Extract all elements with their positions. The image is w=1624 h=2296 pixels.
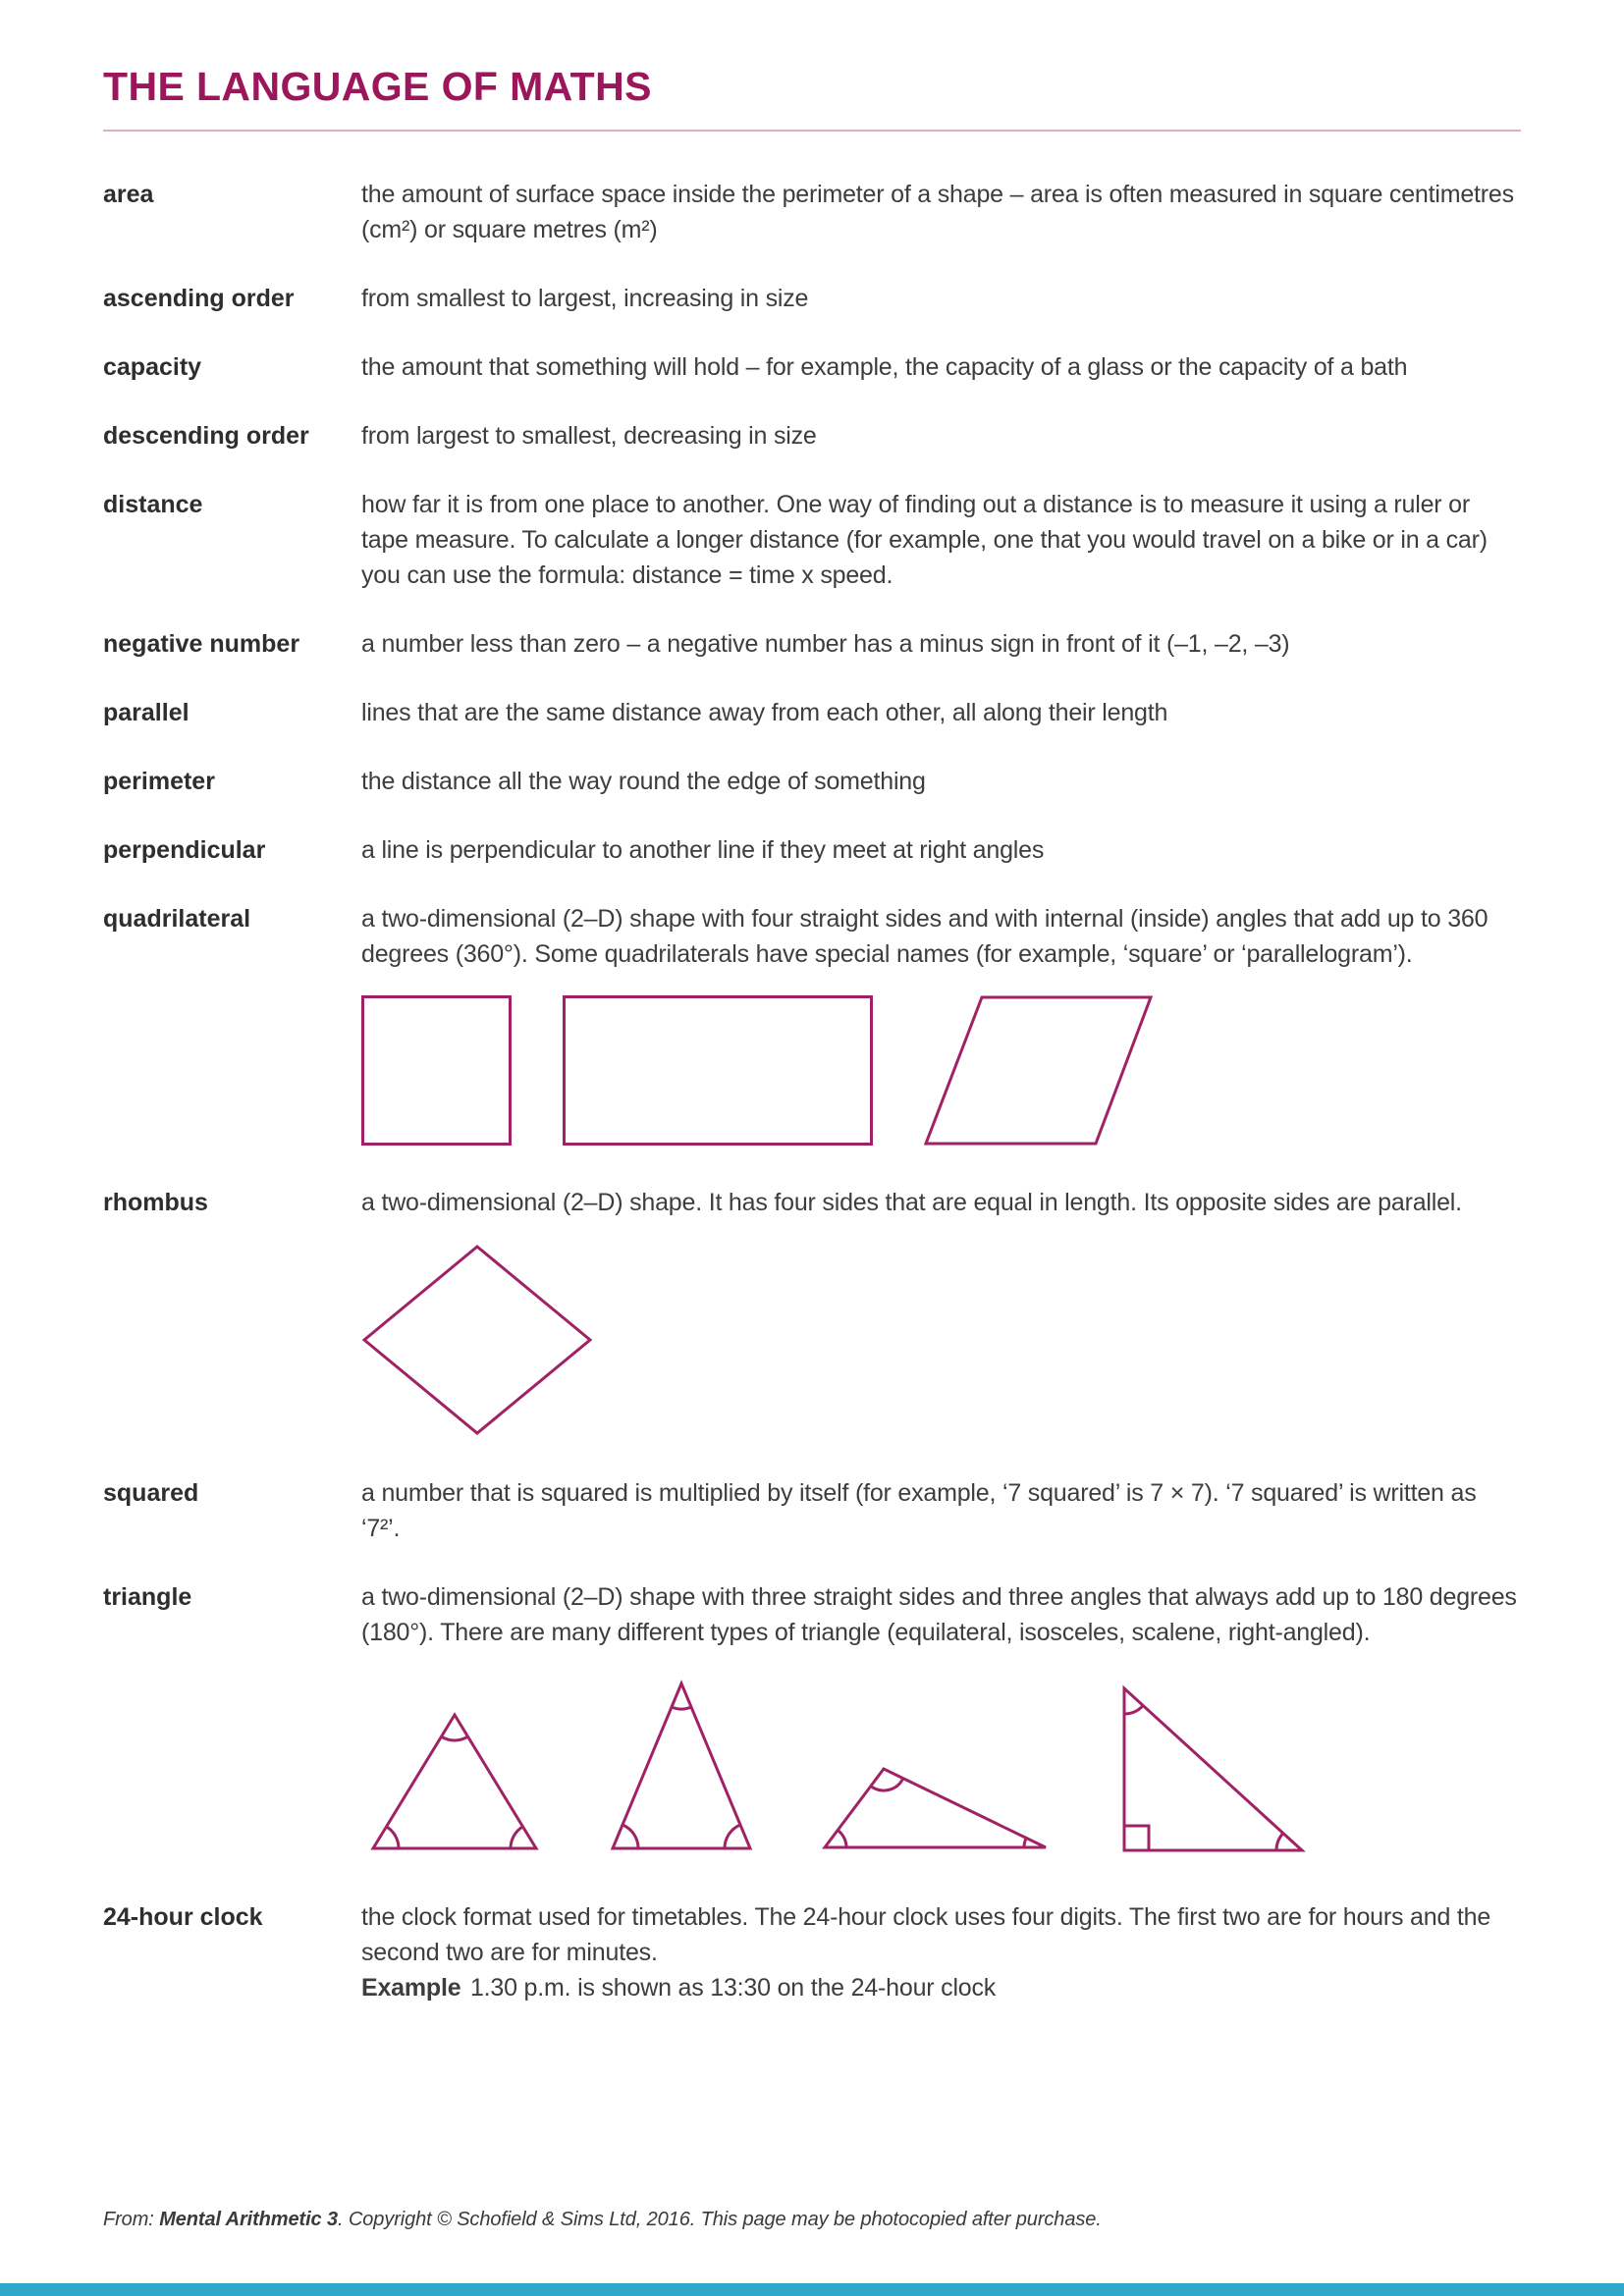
right-angle-marker bbox=[1124, 1826, 1149, 1850]
entry-rhombus bbox=[103, 1185, 1521, 1442]
definition-block bbox=[361, 1185, 1521, 1442]
entry-perpendicular bbox=[103, 832, 1521, 868]
definition-text: the amount of surface space inside the perimeter of a shape – area is often measured in square centimetres (cm²) or square metres (m²) bbox=[361, 181, 1514, 243]
definition-text: a number that is squared is multiplied by itself (for example, ‘7 squared’ is 7 × 7). ‘7 squared’ is written as ‘7²’. bbox=[361, 1479, 1477, 1542]
term-label: distance bbox=[103, 491, 203, 518]
term-label: area bbox=[103, 181, 154, 208]
definition-text: from smallest to largest, increasing in size bbox=[361, 285, 809, 312]
term-label: perpendicular bbox=[103, 836, 266, 864]
entry-area bbox=[103, 177, 1521, 247]
definition-text: the amount that something will hold – for example, the capacity of a glass or the capacity of a bath bbox=[361, 353, 1408, 381]
term-label: rhombus bbox=[103, 1189, 208, 1216]
term-label: quadrilateral bbox=[103, 905, 251, 933]
example-label: Example bbox=[361, 1974, 461, 2002]
term-label: 24-hour clock bbox=[103, 1903, 263, 1931]
term-label: capacity bbox=[103, 353, 202, 381]
example-text: 1.30 p.m. is shown as 13:30 on the 24-hour clock bbox=[469, 1974, 997, 2002]
title-divider bbox=[103, 130, 1521, 132]
definition-block bbox=[361, 1899, 1521, 2005]
right-angled-triangle-shape bbox=[1110, 1679, 1312, 1860]
entry-triangle bbox=[103, 1579, 1521, 1866]
entry-parallel bbox=[103, 695, 1521, 730]
definition-text: a number less than zero – a negative number has a minus sign in front of it (–1, –2, –3) bbox=[361, 630, 1290, 658]
entry-distance bbox=[103, 487, 1521, 593]
scalene-triangle-shape bbox=[815, 1757, 1056, 1860]
term-label: triangle bbox=[103, 1583, 192, 1611]
footer-prefix: From: bbox=[103, 2209, 160, 2230]
rhombus-shapes bbox=[361, 1244, 1521, 1436]
footer-book-title: Mental Arithmetic 3 bbox=[159, 2209, 339, 2230]
definition-text: a two-dimensional (2–D) shape with three straight sides and three angles that always add up to 180 degrees (180°). There are many different types of triangle (equilateral, isosceles, scalene, right-angled). bbox=[361, 1583, 1517, 1646]
entry-squared bbox=[103, 1475, 1521, 1546]
term-label: perimeter bbox=[103, 768, 215, 795]
definition-text: the clock format used for timetables. The 24-hour clock uses four digits. The first two are for hours and the second two are for minutes. bbox=[361, 1903, 1491, 1966]
equilateral-triangle-shape bbox=[361, 1703, 548, 1860]
page-title: THE LANGUAGE OF MATHS bbox=[103, 64, 652, 109]
bottom-accent-bar bbox=[0, 2283, 1624, 2296]
triangle-shapes bbox=[361, 1674, 1521, 1860]
entry-perimeter bbox=[103, 764, 1521, 799]
definition-block bbox=[361, 901, 1521, 1151]
glossary-list bbox=[103, 177, 1521, 2005]
entry-descending-order bbox=[103, 418, 1521, 454]
term-label: negative number bbox=[103, 630, 300, 658]
term-label: squared bbox=[103, 1479, 199, 1507]
rectangle-shape bbox=[563, 995, 873, 1146]
definition-text: how far it is from one place to another. One way of finding out a distance is to measure it using a ruler or tape measure. To calculate a longer distance (for example, one that you would travel on a bike or in a car) you can use the formula: distance = time x speed. bbox=[361, 491, 1488, 589]
entry-quadrilateral bbox=[103, 901, 1521, 1151]
definition-text: a line is perpendicular to another line if they meet at right angles bbox=[361, 836, 1045, 864]
quadrilateral-shapes bbox=[361, 995, 1521, 1146]
isosceles-triangle-shape bbox=[603, 1674, 760, 1860]
definition-text: lines that are the same distance away from each other, all along their length bbox=[361, 699, 1168, 726]
term-label: ascending order bbox=[103, 285, 295, 312]
example-line bbox=[361, 1970, 1521, 2005]
term-label: parallel bbox=[103, 699, 189, 726]
definition-text: from largest to smallest, decreasing in size bbox=[361, 422, 817, 450]
term-label: descending order bbox=[103, 422, 309, 450]
definition-text: a two-dimensional (2–D) shape. It has four sides that are equal in length. Its opposite sides are parallel. bbox=[361, 1189, 1462, 1216]
entry-ascending-order bbox=[103, 281, 1521, 316]
square-shape bbox=[361, 995, 512, 1146]
definition-block bbox=[361, 1579, 1521, 1866]
entry-24-hour-clock bbox=[103, 1899, 1521, 2005]
entry-negative-number bbox=[103, 626, 1521, 662]
footer-rest: . Copyright © Schofield & Sims Ltd, 2016. This page may be photocopied after purchase. bbox=[338, 2209, 1102, 2230]
footer-copyright bbox=[103, 2209, 1102, 2231]
rhombus-shape bbox=[361, 1244, 593, 1436]
parallelogram-shape bbox=[924, 995, 1154, 1146]
definition-text: a two-dimensional (2–D) shape with four straight sides and with internal (inside) angles that add up to 360 degrees (360°). Some quadrilaterals have special names (for example, ‘square’ or ‘parallelogram’). bbox=[361, 905, 1489, 968]
definition-text: the distance all the way round the edge of something bbox=[361, 768, 926, 795]
entry-capacity bbox=[103, 349, 1521, 385]
